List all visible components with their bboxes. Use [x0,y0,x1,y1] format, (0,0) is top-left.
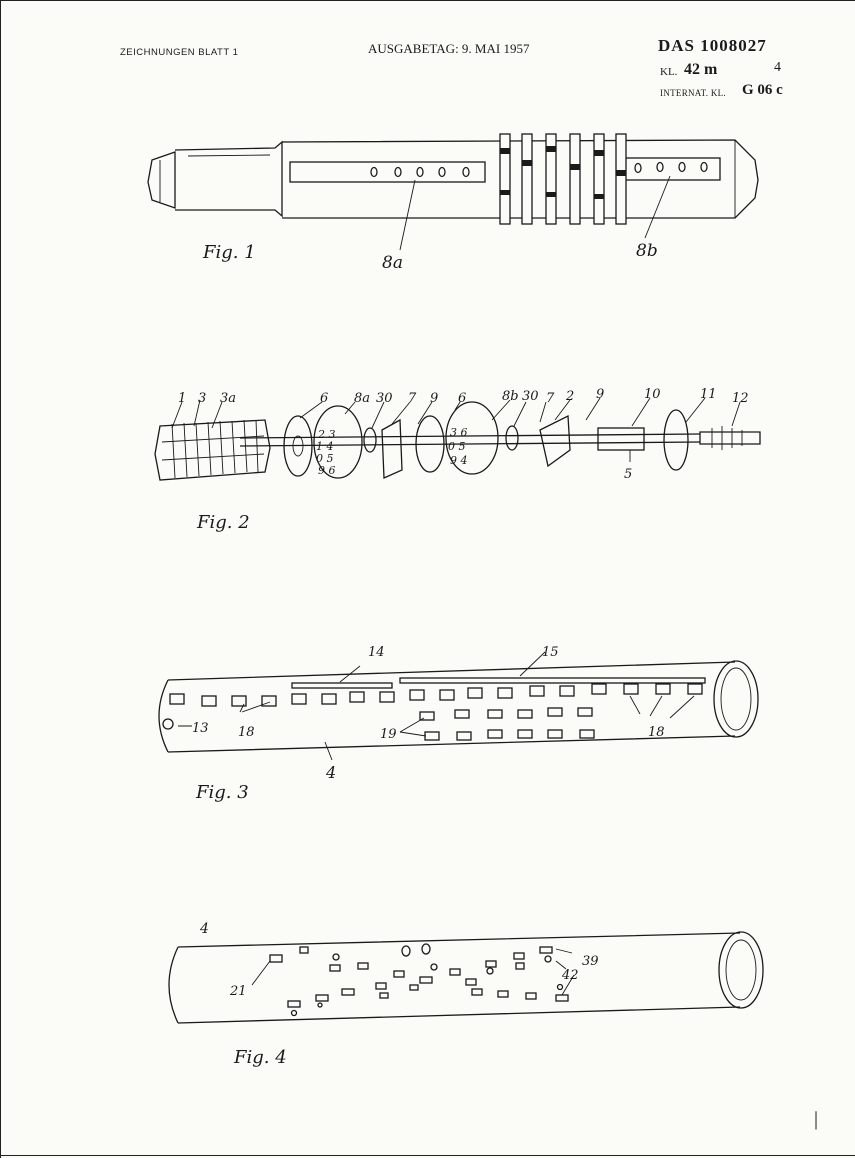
fig2-label-1: 1 [178,391,187,406]
issue-date: AUSGABETAG: 9. MAI 1957 [368,41,530,56]
fig2-label-30b: 30 [522,389,539,404]
figure-4-drawing [0,905,855,1095]
fig4-caption: Fig. 4 [234,1047,287,1068]
fig3-label-19: 19 [380,727,397,742]
fig1-digit-holes [371,163,707,177]
fig3-windows [170,684,702,706]
figure-3-drawing [0,640,855,820]
figure-1-drawing [0,120,855,280]
fig3-label-15: 15 [542,645,559,660]
patent-number: DAS 1008027 [658,36,767,55]
page-mark: | [814,1108,819,1130]
fig2-label-10: 10 [644,387,661,402]
fig2-label-8b: 8b [502,389,519,404]
figure-2-drawing [0,380,855,540]
fig3-label-18a: 18 [238,725,255,740]
fig1-caption: Fig. 1 [203,242,256,263]
svg-text:2 3: 2 3 [318,428,336,441]
fig1-label-8a: 8a [382,253,403,273]
fig2-label-5: 5 [624,467,633,482]
intl-class-value: G 06 c [742,82,783,98]
class-value: 42 m [684,61,718,78]
fig3-label-18b: 18 [648,725,665,740]
fig2-label-3a: 3a [220,391,237,406]
sheet-label: ZEICHNUNGEN BLATT 1 [120,47,239,58]
class-label: KL. [660,66,678,78]
fig3-tabs-19 [420,708,594,740]
fig1-pen-body [148,140,758,218]
fig4-label-39: 39 [582,954,599,969]
intl-class-label: INTERNAT. KL. [660,88,726,98]
fig3-label-4: 4 [326,763,337,782]
fig2-label-6a: 6 [320,391,329,406]
fig2-label-12: 12 [732,391,749,406]
svg-text:9 4: 9 4 [450,454,468,467]
page-border-top [0,0,855,1]
fig2-label-30a: 30 [376,391,393,406]
fig2-label-8a: 8a [354,391,371,406]
fig4-holes [270,944,568,1016]
fig2-label-7b: 7 [546,391,555,406]
svg-text:9 6: 9 6 [318,464,336,477]
svg-text:3 6: 3 6 [450,426,468,439]
fig4-label-21: 21 [230,984,247,999]
svg-text:0 5: 0 5 [316,452,334,465]
fig3-caption: Fig. 3 [196,782,249,803]
fig4-label-42: 42 [562,968,579,983]
fig2-drum [155,420,270,480]
fig4-label-4: 4 [200,921,209,937]
fig2-label-3: 3 [198,391,207,406]
fig3-label-14: 14 [368,645,385,660]
fig2-label-2: 2 [566,389,575,404]
fig3-label-13: 13 [192,721,209,736]
svg-text:1 4: 1 4 [316,440,334,453]
fig1-rings [500,134,626,224]
fig2-label-9b: 9 [596,387,605,402]
page-border-bottom [0,1155,855,1156]
fig2-label-7a: 7 [408,391,417,406]
svg-text:0 5: 0 5 [448,440,466,453]
fig2-label-11: 11 [700,387,717,402]
sheet-number: 4 [774,60,781,75]
fig2-caption: Fig. 2 [197,512,250,533]
fig1-label-8b: 8b [636,241,658,261]
fig2-label-9a: 9 [430,391,439,406]
fig2-label-6b: 6 [458,391,467,406]
